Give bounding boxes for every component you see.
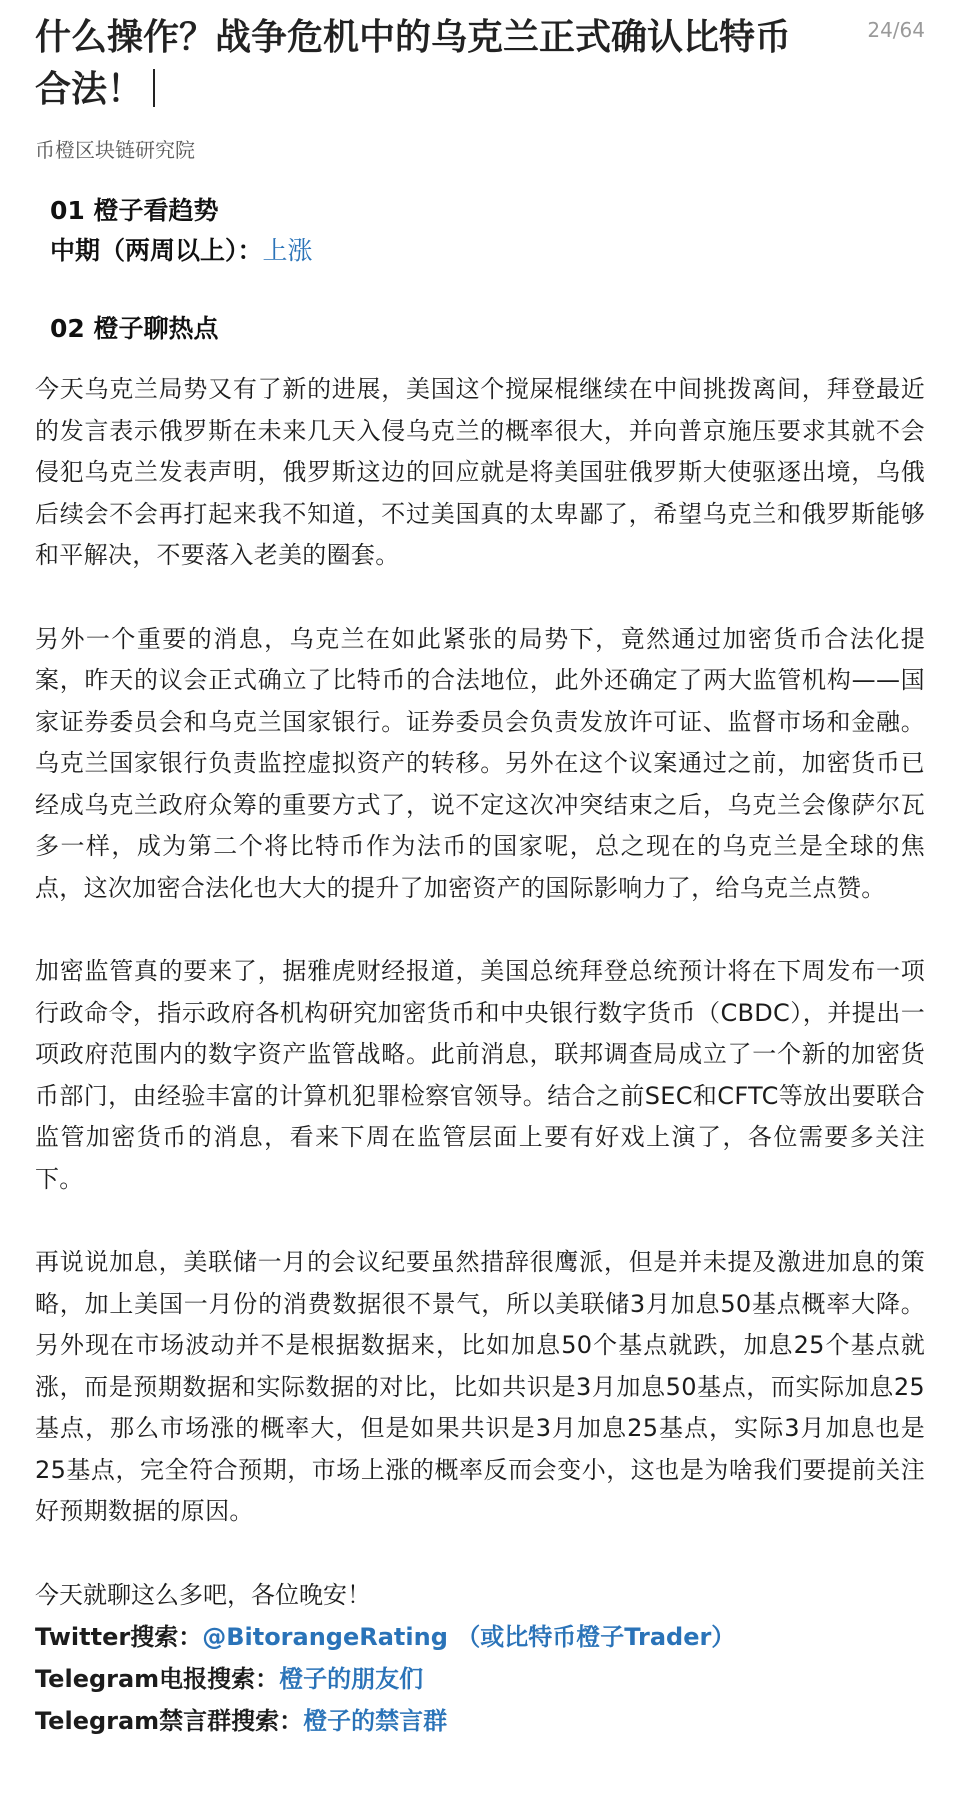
article-page — [35, 0, 925, 1742]
paragraph-ukraine-situation: 今天乌克兰局势又有了新的进展，美国这个搅屎棍继续在中间挑拨离间，拜登最近的发言表示俄罗斯在未来几天入侵乌克兰的概率很大，并向普京施压要求其就不会侵犯乌克兰发表声明，俄罗斯这边的回应就是将美国驻俄罗斯大使驱逐出境，乌俄后续会不会再打起来我不知道，不过美国真的太卑鄙了，希望乌克兰和俄罗斯能够和平解决，不要落入老美的圈套。 — [35, 375, 925, 569]
contact-telegram-group — [35, 1700, 925, 1742]
closing-section — [35, 1575, 925, 1743]
trend-value: 上涨 — [262, 236, 313, 265]
paragraph-crypto-legalization: 另外一个重要的消息，乌克兰在如此紧张的局势下，竟然通过加密货币合法化提案，昨天的议会正式确立了比特币的合法地位，此外还确定了两大监管机构——国家证券委员会和乌克兰国家银行。证券委员会负责发放许可证、监督市场和金融。乌克兰国家银行负责监控虚拟资产的转移。另外在这个议案通过之前，加密货币已经成乌克兰政府众筹的重要方式了，说不定这次冲突结束之后，乌克兰会像萨尔瓦多一样，成为第二个将比特币作为法币的国家呢，总之现在的乌克兰是全球的焦点，这次加密合法化也大大的提升了加密资产的国际影响力了，给乌克兰点赞。 — [35, 624, 925, 902]
article-header — [35, 0, 925, 163]
paragraph-crypto-regulation: 加密监管真的要来了，据雅虎财经报道，美国总统拜登总统预计将在下周发布一项行政命令，指示政府各机构研究加密货币和中央银行数字货币（CBDC），并提出一项政府范围内的数字资产监管战略。此前消息，联邦调查局成立了一个新的加密货币部门，由经验丰富的计算机犯罪检察官领导。结合之前SEC和CFTC等放出要联合监管加密货币的消息，看来下周在监管层面上要有好戏上演了，各位需要多关注下。 — [35, 957, 925, 1193]
hot-section — [35, 309, 925, 349]
contact-telegram-group-label: Telegram禁言群搜索： — [35, 1707, 304, 1735]
page-counter: 24/64 — [867, 18, 925, 42]
contact-telegram — [35, 1658, 925, 1700]
contact-telegram-link[interactable]: 橙子的朋友们 — [279, 1665, 424, 1693]
article-title — [35, 12, 805, 116]
trend-label: 中期（两周以上）： — [50, 236, 263, 265]
contact-telegram-label: Telegram电报搜索： — [35, 1665, 280, 1693]
paragraph-rate-hike: 再说说加息，美联储一月的会议纪要虽然措辞很鹰派，但是并未提及激进加息的策略，加上美国一月份的消费数据很不景气，所以美联储3月加息50基点概率大降。另外现在市场波动并不是根据数据来，比如加息50个基点就跌，加息25个基点就涨，而是预期数据和实际数据的对比，比如共识是3月加息50基点，而实际加息25基点，那么市场涨的概率大，但是如果共识是3月加息25基点，实际3月加息也是25基点，完全符合预期，市场上涨的概率反而会变小，这也是为啥我们要提前关注好预期数据的原因。 — [35, 1248, 925, 1525]
contact-twitter-link[interactable]: @BitorangeRating （或比特币橙子Trader） — [202, 1623, 736, 1651]
article-title-text: 什么操作？战争危机中的乌克兰正式确认比特币合法！ — [35, 17, 792, 110]
trend-heading: 01 橙子看趋势 — [50, 196, 219, 225]
hot-heading: 02 橙子聊热点 — [50, 314, 219, 343]
contact-twitter — [35, 1616, 925, 1658]
author-name[interactable]: 币橙区块链研究院 — [35, 138, 195, 162]
contact-telegram-group-link[interactable]: 橙子的禁言群 — [303, 1707, 448, 1735]
closing-text: 今天就聊这么多吧，各位晚安！ — [35, 1580, 371, 1609]
contact-twitter-label: Twitter搜索： — [35, 1623, 203, 1651]
trend-section — [35, 191, 925, 271]
text-cursor — [153, 69, 155, 107]
trend-row — [50, 231, 925, 271]
